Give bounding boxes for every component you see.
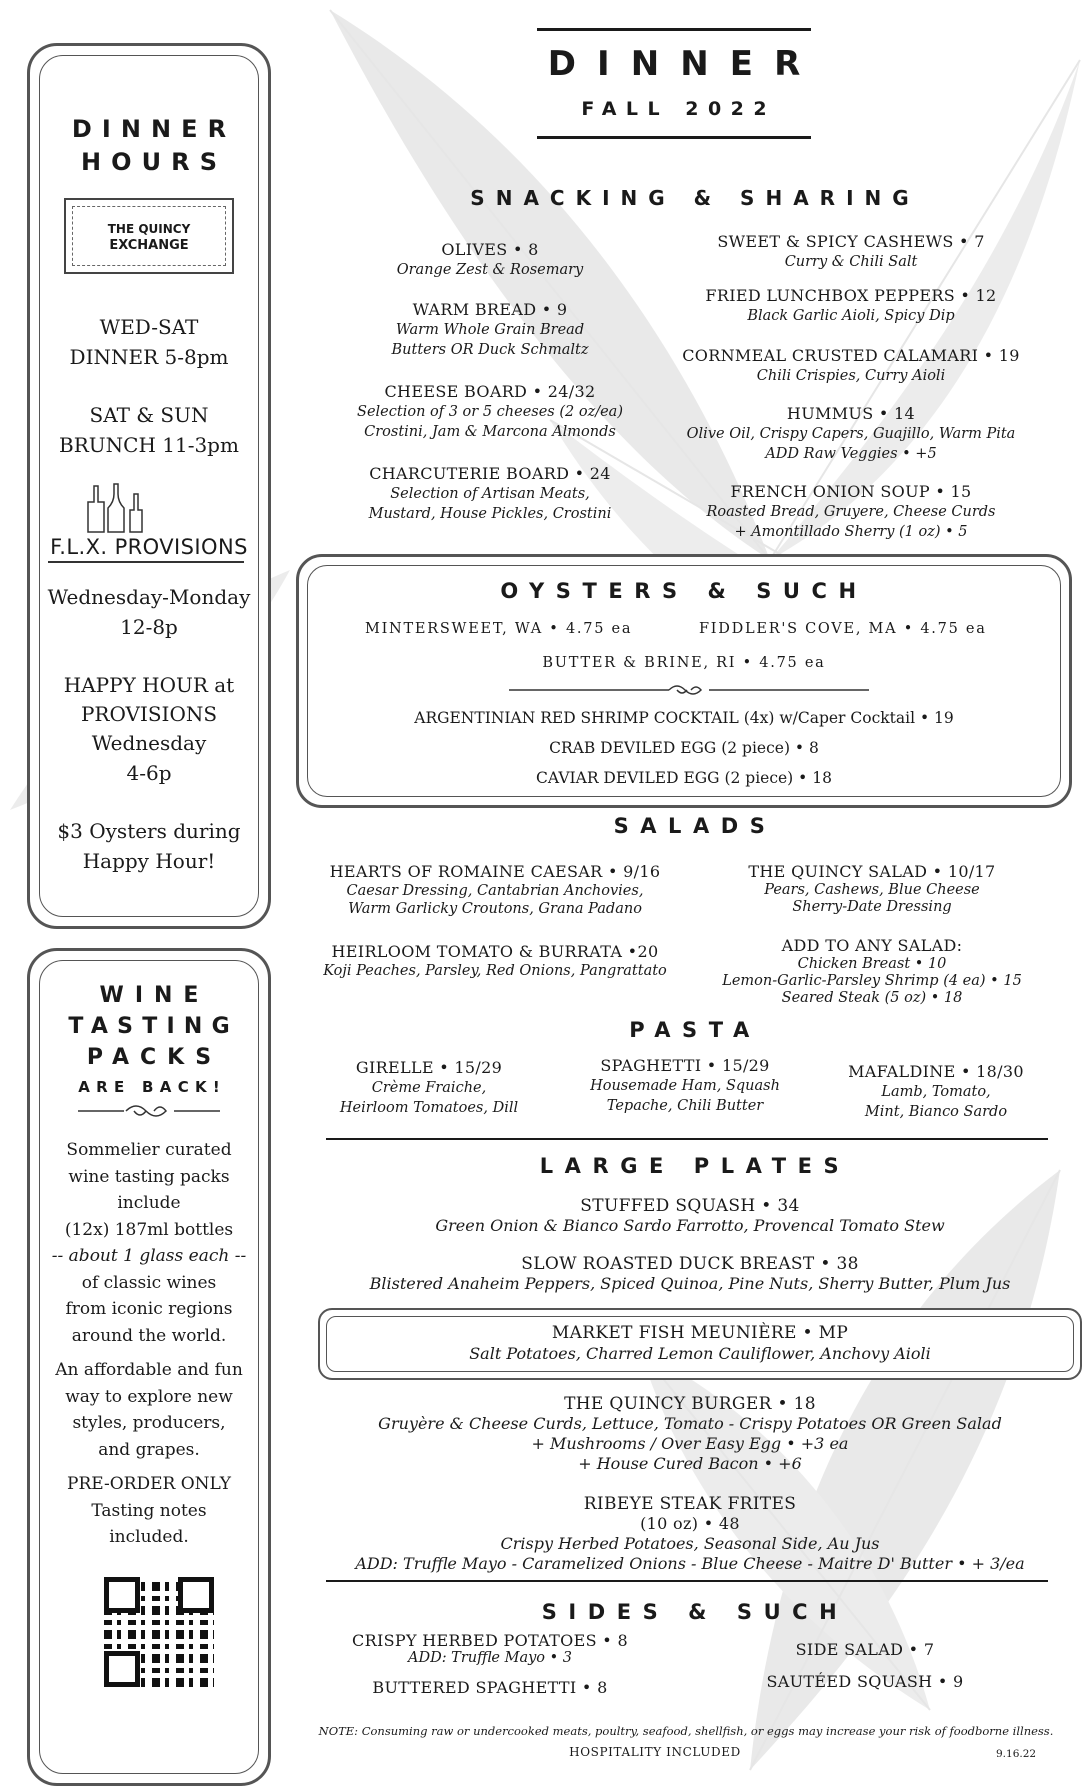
snacking-title: SNACKING & SHARING bbox=[470, 186, 920, 210]
item-desc: Curry & Chili Salt bbox=[784, 254, 918, 270]
menu-item bbox=[320, 942, 670, 980]
dinner-time: DINNER 5-8pm bbox=[69, 345, 229, 369]
market-fish-name: MARKET FISH MEUNIÈRE • MP bbox=[551, 1323, 849, 1343]
provisions-logo: F.L.X. PROVISIONS bbox=[50, 535, 248, 559]
sides-right-column bbox=[700, 1640, 1030, 1692]
item-name: FRIED LUNCHBOX PEPPERS • 12 bbox=[705, 286, 997, 305]
menu-item bbox=[330, 464, 650, 524]
item-desc: + House Cured Bacon • +6 bbox=[578, 1454, 802, 1473]
qr-finder-top-left bbox=[104, 1577, 140, 1613]
hospitality-included: HOSPITALITY INCLUDED bbox=[569, 1745, 741, 1759]
market-fish-desc: Salt Potatoes, Charred Lemon Cauliflower, Anchovy Aioli bbox=[469, 1344, 931, 1363]
wine-desc-line: An affordable and fun bbox=[55, 1360, 243, 1380]
wine-desc-line: (12x) 187ml bottles bbox=[64, 1219, 234, 1240]
item-desc: Pears, Cashews, Blue Cheese bbox=[764, 882, 980, 898]
dinner-hours-panel bbox=[27, 43, 271, 929]
oysters-box bbox=[296, 554, 1072, 808]
crispy-potatoes-add: ADD: Truffle Mayo • 3 bbox=[407, 1650, 573, 1666]
item-desc: Tepache, Chili Butter bbox=[606, 1098, 764, 1114]
wine-title-line1: WINE bbox=[99, 983, 210, 1008]
oysters-promo-line1: $3 Oysters during bbox=[57, 819, 241, 843]
item-name: RIBEYE STEAK FRITES bbox=[583, 1494, 797, 1514]
oyster-fiddlers-cove: FIDDLER'S COVE, MA • 4.75 ea bbox=[699, 621, 987, 637]
crispy-potatoes: CRISPY HERBED POTATOES • 8 bbox=[352, 1631, 628, 1650]
salads-left-column bbox=[320, 862, 670, 980]
sides-left-column bbox=[330, 1632, 650, 1698]
item-desc: Lemon-Garlic-Parsley Shrimp (4 ea) • 15 bbox=[722, 973, 1022, 989]
duck-breast bbox=[300, 1254, 1080, 1294]
qr-finder-top-right bbox=[178, 1577, 214, 1613]
shrimp-cocktail: ARGENTINIAN RED SHRIMP COCKTAIL (4x) w/Caper Cocktail • 19 bbox=[414, 709, 954, 727]
item-name: SPAGHETTI • 15/29 bbox=[600, 1056, 770, 1075]
item-desc: Chicken Breast • 10 bbox=[797, 956, 947, 972]
large-plates-title: LARGE PLATES bbox=[539, 1154, 851, 1178]
provisions-bottles-icon bbox=[80, 482, 150, 534]
menu-item bbox=[672, 404, 1030, 482]
item-desc: Mustard, House Pickles, Crostini bbox=[368, 506, 612, 522]
oyster-mintersweet: MINTERSWEET, WA • 4.75 ea bbox=[365, 621, 633, 637]
snacking-right-column bbox=[672, 232, 1030, 542]
hours-title-line1: DINNER bbox=[71, 115, 237, 143]
wine-desc-line: styles, producers, bbox=[72, 1413, 226, 1433]
wine-title-line3: PACKS bbox=[86, 1045, 223, 1070]
salads-right-column bbox=[700, 862, 1044, 1007]
item-desc: Warm Whole Grain Bread bbox=[395, 322, 585, 338]
happy-hour-line2: PROVISIONS bbox=[80, 702, 218, 726]
section-divider bbox=[326, 1138, 1048, 1140]
logo-ornament-frame bbox=[72, 206, 226, 266]
item-desc: + Mushrooms / Over Easy Egg • +3 ea bbox=[531, 1434, 849, 1453]
wine-desc-line: PRE-ORDER ONLY bbox=[67, 1474, 231, 1494]
brunch-time: BRUNCH 11-3pm bbox=[59, 433, 239, 457]
item-desc: Caesar Dressing, Cantabrian Anchovies, bbox=[346, 883, 644, 899]
provisions-logo-rule bbox=[48, 561, 244, 563]
item-name: THE QUINCY BURGER • 18 bbox=[564, 1394, 816, 1414]
item-desc: Selection of 3 or 5 cheeses (2 oz/ea) bbox=[357, 404, 623, 420]
quincy-burger bbox=[300, 1394, 1080, 1474]
item-desc: Heirloom Tomatoes, Dill bbox=[339, 1100, 519, 1116]
sides-title: SIDES & SUCH bbox=[541, 1600, 849, 1624]
item-name: HEIRLOOM TOMATO & BURRATA •20 bbox=[331, 942, 659, 961]
item-name: HUMMUS • 14 bbox=[786, 404, 916, 423]
item-name: FRENCH ONION SOUP • 15 bbox=[730, 482, 972, 501]
hours-title-line2: HOURS bbox=[80, 148, 228, 176]
item-name: STUFFED SQUASH • 34 bbox=[580, 1196, 800, 1216]
wine-desc-line: way to explore new bbox=[65, 1386, 233, 1407]
item-desc: Butters OR Duck Schmaltz bbox=[391, 342, 589, 358]
item-desc: Blistered Anaheim Peppers, Spiced Quinoa, Pine Nuts, Sherry Butter, Plum Jus bbox=[369, 1274, 1011, 1293]
item-desc: Crispy Herbed Potatoes, Seasonal Side, Au Jus bbox=[500, 1534, 880, 1553]
item-desc: Sherry-Date Dressing bbox=[792, 899, 952, 915]
snacking-left-column bbox=[330, 240, 650, 524]
buttered-spaghetti: BUTTERED SPAGHETTI • 8 bbox=[372, 1678, 608, 1697]
item-desc: Lamb, Tomato, bbox=[881, 1084, 991, 1100]
ornament-divider bbox=[74, 1101, 224, 1121]
oyster-butter-brine: BUTTER & BRINE, RI • 4.75 ea bbox=[542, 655, 826, 671]
pasta-item-spaghetti bbox=[560, 1056, 810, 1116]
item-desc: Koji Peaches, Parsley, Red Onions, Pangrattato bbox=[323, 963, 667, 979]
item-desc: Olive Oil, Crispy Capers, Guajillo, Warm Pita bbox=[686, 426, 1016, 442]
ribeye-steak-frites bbox=[300, 1494, 1080, 1574]
item-desc: Gruyère & Cheese Curds, Lettuce, Tomato - Crispy Potatoes OR Green Salad bbox=[378, 1414, 1002, 1433]
ornament-divider bbox=[509, 681, 869, 699]
wine-tasting-panel bbox=[27, 948, 271, 1786]
dinner-days: WED-SAT bbox=[99, 315, 199, 339]
item-name: GIRELLE • 15/29 bbox=[355, 1058, 503, 1077]
menu-date: 9.16.22 bbox=[996, 1748, 1037, 1760]
pasta-item-mafaldine bbox=[826, 1062, 1046, 1122]
item-name: CHEESE BOARD • 24/32 bbox=[384, 382, 596, 401]
salads-title: SALADS bbox=[613, 814, 777, 838]
wine-description bbox=[30, 1137, 268, 1551]
item-price: (10 oz) • 48 bbox=[640, 1514, 740, 1533]
sauteed-squash: SAUTÉED SQUASH • 9 bbox=[766, 1672, 964, 1691]
happy-hour-line1: HAPPY HOUR at bbox=[63, 673, 235, 697]
item-desc: Selection of Artisan Meats, bbox=[390, 486, 590, 502]
caviar-deviled-egg: CAVIAR DEVILED EGG (2 piece) • 18 bbox=[536, 769, 832, 787]
menu-item bbox=[700, 936, 1044, 1007]
brunch-days: SAT & SUN bbox=[89, 403, 209, 427]
provisions-days: Wednesday-Monday bbox=[47, 585, 251, 609]
item-add-ons: ADD: Truffle Mayo - Caramelized Onions - Blue Cheese - Maitre D' Butter • + 3/ea bbox=[355, 1554, 1025, 1573]
wine-desc-line: include bbox=[117, 1193, 181, 1213]
item-name: OLIVES • 8 bbox=[441, 240, 539, 259]
wine-desc-line: Sommelier curated bbox=[66, 1140, 232, 1160]
item-desc: Black Garlic Aioli, Spicy Dip bbox=[747, 308, 955, 324]
header-rule-top bbox=[537, 28, 811, 31]
market-fish-box bbox=[318, 1308, 1082, 1380]
wine-title-line4: ARE BACK! bbox=[78, 1078, 227, 1096]
menu-item bbox=[672, 346, 1030, 404]
menu-item bbox=[330, 382, 650, 464]
wine-desc-line: of classic wines bbox=[81, 1272, 217, 1293]
item-desc: Warm Garlicky Croutons, Grana Padano bbox=[348, 901, 642, 917]
wine-desc-line: and grapes. bbox=[98, 1439, 200, 1460]
logo-line2: EXCHANGE bbox=[109, 238, 189, 253]
menu-subtitle: FALL 2022 bbox=[581, 98, 777, 120]
item-desc: Housemade Ham, Squash bbox=[590, 1078, 780, 1094]
section-divider bbox=[326, 1580, 1048, 1582]
item-desc: Mint, Bianco Sardo bbox=[864, 1104, 1008, 1120]
item-name: HEARTS OF ROMAINE CAESAR • 9/16 bbox=[329, 862, 661, 881]
item-name: THE QUINCY SALAD • 10/17 bbox=[748, 862, 996, 881]
menu-title: DINNER bbox=[547, 44, 822, 84]
menu-item bbox=[700, 862, 1044, 936]
logo-line1: THE QUINCY bbox=[107, 222, 191, 236]
happy-hour-line4: 4-6p bbox=[126, 761, 172, 785]
menu-item bbox=[330, 240, 650, 300]
item-name: SLOW ROASTED DUCK BREAST • 38 bbox=[521, 1254, 859, 1274]
pasta-item-girelle bbox=[316, 1058, 542, 1118]
item-name: CORNMEAL CRUSTED CALAMARI • 19 bbox=[682, 346, 1020, 365]
wine-title-line2: TASTING bbox=[68, 1014, 239, 1039]
provisions-time: 12-8p bbox=[120, 615, 178, 639]
oysters-title: OYSTERS & SUCH bbox=[500, 579, 868, 603]
health-notice: NOTE: Consuming raw or undercooked meats, poultry, seafood, shellfish, or eggs may increase your risk of foodborne illness. bbox=[318, 1724, 1054, 1738]
item-desc: Orange Zest & Rosemary bbox=[396, 262, 584, 278]
item-desc: Roasted Bread, Gruyere, Cheese Curds bbox=[706, 504, 996, 520]
item-desc: + Amontillado Sherry (1 oz) • 5 bbox=[734, 524, 968, 540]
menu-item bbox=[672, 482, 1030, 542]
menu-item bbox=[330, 300, 650, 382]
wine-desc-line: wine tasting packs bbox=[68, 1166, 230, 1187]
item-desc: Green Onion & Bianco Sardo Farrotto, Provencal Tomato Stew bbox=[435, 1216, 945, 1235]
oysters-promo-line2: Happy Hour! bbox=[82, 849, 216, 873]
item-desc: Crostini, Jam & Marcona Almonds bbox=[364, 424, 616, 440]
item-desc: Crème Fraiche, bbox=[371, 1080, 487, 1096]
item-desc: Seared Steak (5 oz) • 18 bbox=[781, 990, 963, 1006]
wine-desc-line: included. bbox=[109, 1527, 189, 1547]
quincy-exchange-logo bbox=[64, 198, 234, 274]
stuffed-squash bbox=[300, 1196, 1080, 1236]
side-salad: SIDE SALAD • 7 bbox=[795, 1640, 935, 1659]
crab-deviled-egg: CRAB DEVILED EGG (2 piece) • 8 bbox=[549, 739, 819, 757]
pasta-title: PASTA bbox=[629, 1018, 761, 1042]
wine-desc-line: -- about 1 glass each -- bbox=[51, 1246, 247, 1266]
item-name: MAFALDINE • 18/30 bbox=[848, 1062, 1024, 1081]
happy-hour-line3: Wednesday bbox=[91, 731, 207, 755]
qr-finder-bottom-left bbox=[104, 1651, 140, 1687]
item-name: WARM BREAD • 9 bbox=[412, 300, 568, 319]
item-desc: Chili Crispies, Curry Aioli bbox=[756, 368, 946, 384]
item-name: SWEET & SPICY CASHEWS • 7 bbox=[717, 232, 985, 251]
menu-item bbox=[672, 232, 1030, 286]
wine-desc-line: from iconic regions bbox=[65, 1299, 233, 1319]
wine-desc-line: Tasting notes bbox=[91, 1500, 207, 1521]
item-name: CHARCUTERIE BOARD • 24 bbox=[369, 464, 611, 483]
item-desc: ADD Raw Veggies • +5 bbox=[765, 446, 937, 462]
item-name: ADD TO ANY SALAD: bbox=[781, 936, 963, 955]
menu-item bbox=[672, 286, 1030, 346]
wine-desc-line: around the world. bbox=[71, 1325, 227, 1346]
menu-item bbox=[320, 862, 670, 942]
header-rule-bottom bbox=[537, 136, 811, 139]
